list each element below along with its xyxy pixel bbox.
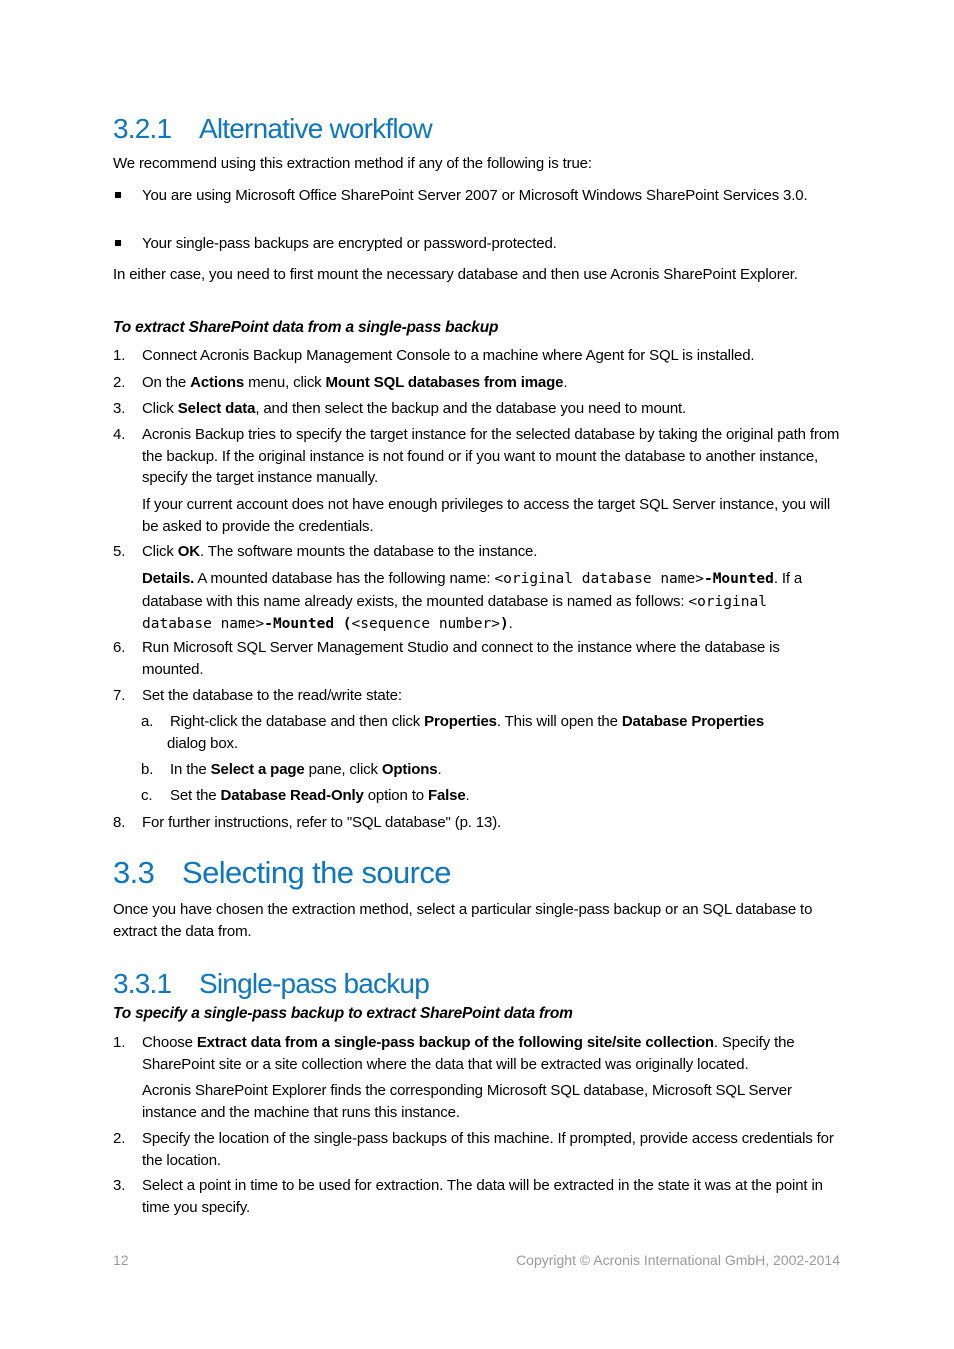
step-number: 1. <box>113 1034 126 1051</box>
step-text: Choose Extract data from a single-pass backup of the following site/site collection. Specify the SharePoint site or a site collection where the data that will be extracted was originally located. <box>142 1034 795 1073</box>
section-title: Single-pass backup <box>199 968 429 999</box>
step-item <box>113 398 840 420</box>
section-number: 3.3.1 <box>113 968 172 999</box>
substep-text: Set the Database Read-Only option to False. <box>170 787 470 804</box>
substep-text: In the Select a page pane, click Options. <box>170 761 442 778</box>
intro-paragraph: We recommend using this extraction method if any of the following is true: <box>113 155 592 172</box>
step-item <box>113 812 840 834</box>
step-number: 1. <box>113 347 126 364</box>
square-bullet-icon <box>115 240 121 246</box>
substep-letter: b. <box>141 761 154 778</box>
substep-letter: c. <box>141 787 153 804</box>
substep-letter: a. <box>141 713 154 730</box>
section-heading-3-3-1 <box>113 968 429 1000</box>
step-item <box>113 1128 840 1171</box>
substep-text: Right-click the database and then click Properties. This will open the Database Properties <box>170 713 765 730</box>
step-text: Specify the location of the single-pass backups of this machine. If prompted, provide access credentials for the location. <box>142 1130 834 1169</box>
step-text: Click OK. The software mounts the database to the instance. <box>142 543 538 560</box>
step-number: 2. <box>113 1130 126 1147</box>
step-item <box>113 541 840 563</box>
substep-item <box>113 759 840 781</box>
step-item <box>113 1032 840 1075</box>
step-text: Click Select data, and then select the backup and the database you need to mount. <box>142 400 687 417</box>
step-item <box>113 685 840 707</box>
square-bullet-icon <box>115 192 121 198</box>
step-number: 7. <box>113 687 126 704</box>
step-item <box>113 637 840 680</box>
bullet-item <box>113 233 840 255</box>
intro-paragraph: Once you have chosen the extraction method, select a particular single-pass backup or an SQL database to extract the data from. <box>113 901 813 940</box>
step-number: 3. <box>113 400 126 417</box>
step-item <box>113 1175 840 1218</box>
bullet-text: Your single-pass backups are encrypted or password-protected. <box>142 235 557 252</box>
step-number: 5. <box>113 543 126 560</box>
step-number: 4. <box>113 426 126 443</box>
step-number: 3. <box>113 1177 126 1194</box>
step-text: Set the database to the read/write state: <box>142 687 402 704</box>
step-text: Acronis Backup tries to specify the target instance for the selected database by taking the original path from the backup. If the original instance is not found or if you want to mount the database to another instance, specify the target instance manually. <box>142 426 840 486</box>
step-details: Details. A mounted database has the following name: <original database name>-Mounted. If a database with this name already exists, the mounted database is named as follows: <original database name>-Mounted (<sequence number>). <box>142 570 803 632</box>
step-note: Acronis SharePoint Explorer finds the corresponding Microsoft SQL database, Microsoft SQL Server instance and the machine that runs this instance. <box>142 1082 792 1121</box>
section-number: 3.2.1 <box>113 113 172 144</box>
substep-item <box>113 785 840 807</box>
section-title: Selecting the source <box>182 855 451 890</box>
procedure-title: To specify a single-pass backup to extract SharePoint data from <box>113 1005 573 1022</box>
section-number: 3.3 <box>113 855 155 890</box>
step-note: If your current account does not have enough privileges to access the target SQL Server instance, you will be asked to provide the credentials. <box>142 496 831 535</box>
bullet-text: You are using Microsoft Office SharePoint Server 2007 or Microsoft Windows SharePoint Services 3.0. <box>142 187 808 204</box>
step-text: Connect Acronis Backup Management Console to a machine where Agent for SQL is installed. <box>142 347 755 364</box>
substep-item <box>113 711 840 754</box>
step-item <box>113 345 840 367</box>
step-item <box>113 372 840 394</box>
step-text: For further instructions, refer to "SQL database" (p. 13). <box>142 814 502 831</box>
step-number: 8. <box>113 814 126 831</box>
step-number: 6. <box>113 639 126 656</box>
step-number: 2. <box>113 374 126 391</box>
step-text: Select a point in time to be used for extraction. The data will be extracted in the state it was at the point in time you specify. <box>142 1177 823 1216</box>
section-heading-3-2-1 <box>113 113 432 145</box>
bullet-item <box>113 185 840 207</box>
paragraph: In either case, you need to first mount the necessary database and then use Acronis SharePoint Explorer. <box>113 266 798 283</box>
substep-text-continued: dialog box. <box>167 734 238 752</box>
step-item <box>113 424 840 489</box>
copyright-notice: Copyright © Acronis International GmbH, 2002-2014 <box>516 1252 840 1268</box>
step-text: Run Microsoft SQL Server Management Studio and connect to the instance where the database is mounted. <box>142 639 780 678</box>
section-heading-3-3 <box>113 855 451 891</box>
page-number: 12 <box>113 1252 129 1268</box>
step-text: On the Actions menu, click Mount SQL databases from image. <box>142 374 568 391</box>
procedure-title: To extract SharePoint data from a single-pass backup <box>113 319 499 336</box>
section-title: Alternative workflow <box>199 113 432 144</box>
